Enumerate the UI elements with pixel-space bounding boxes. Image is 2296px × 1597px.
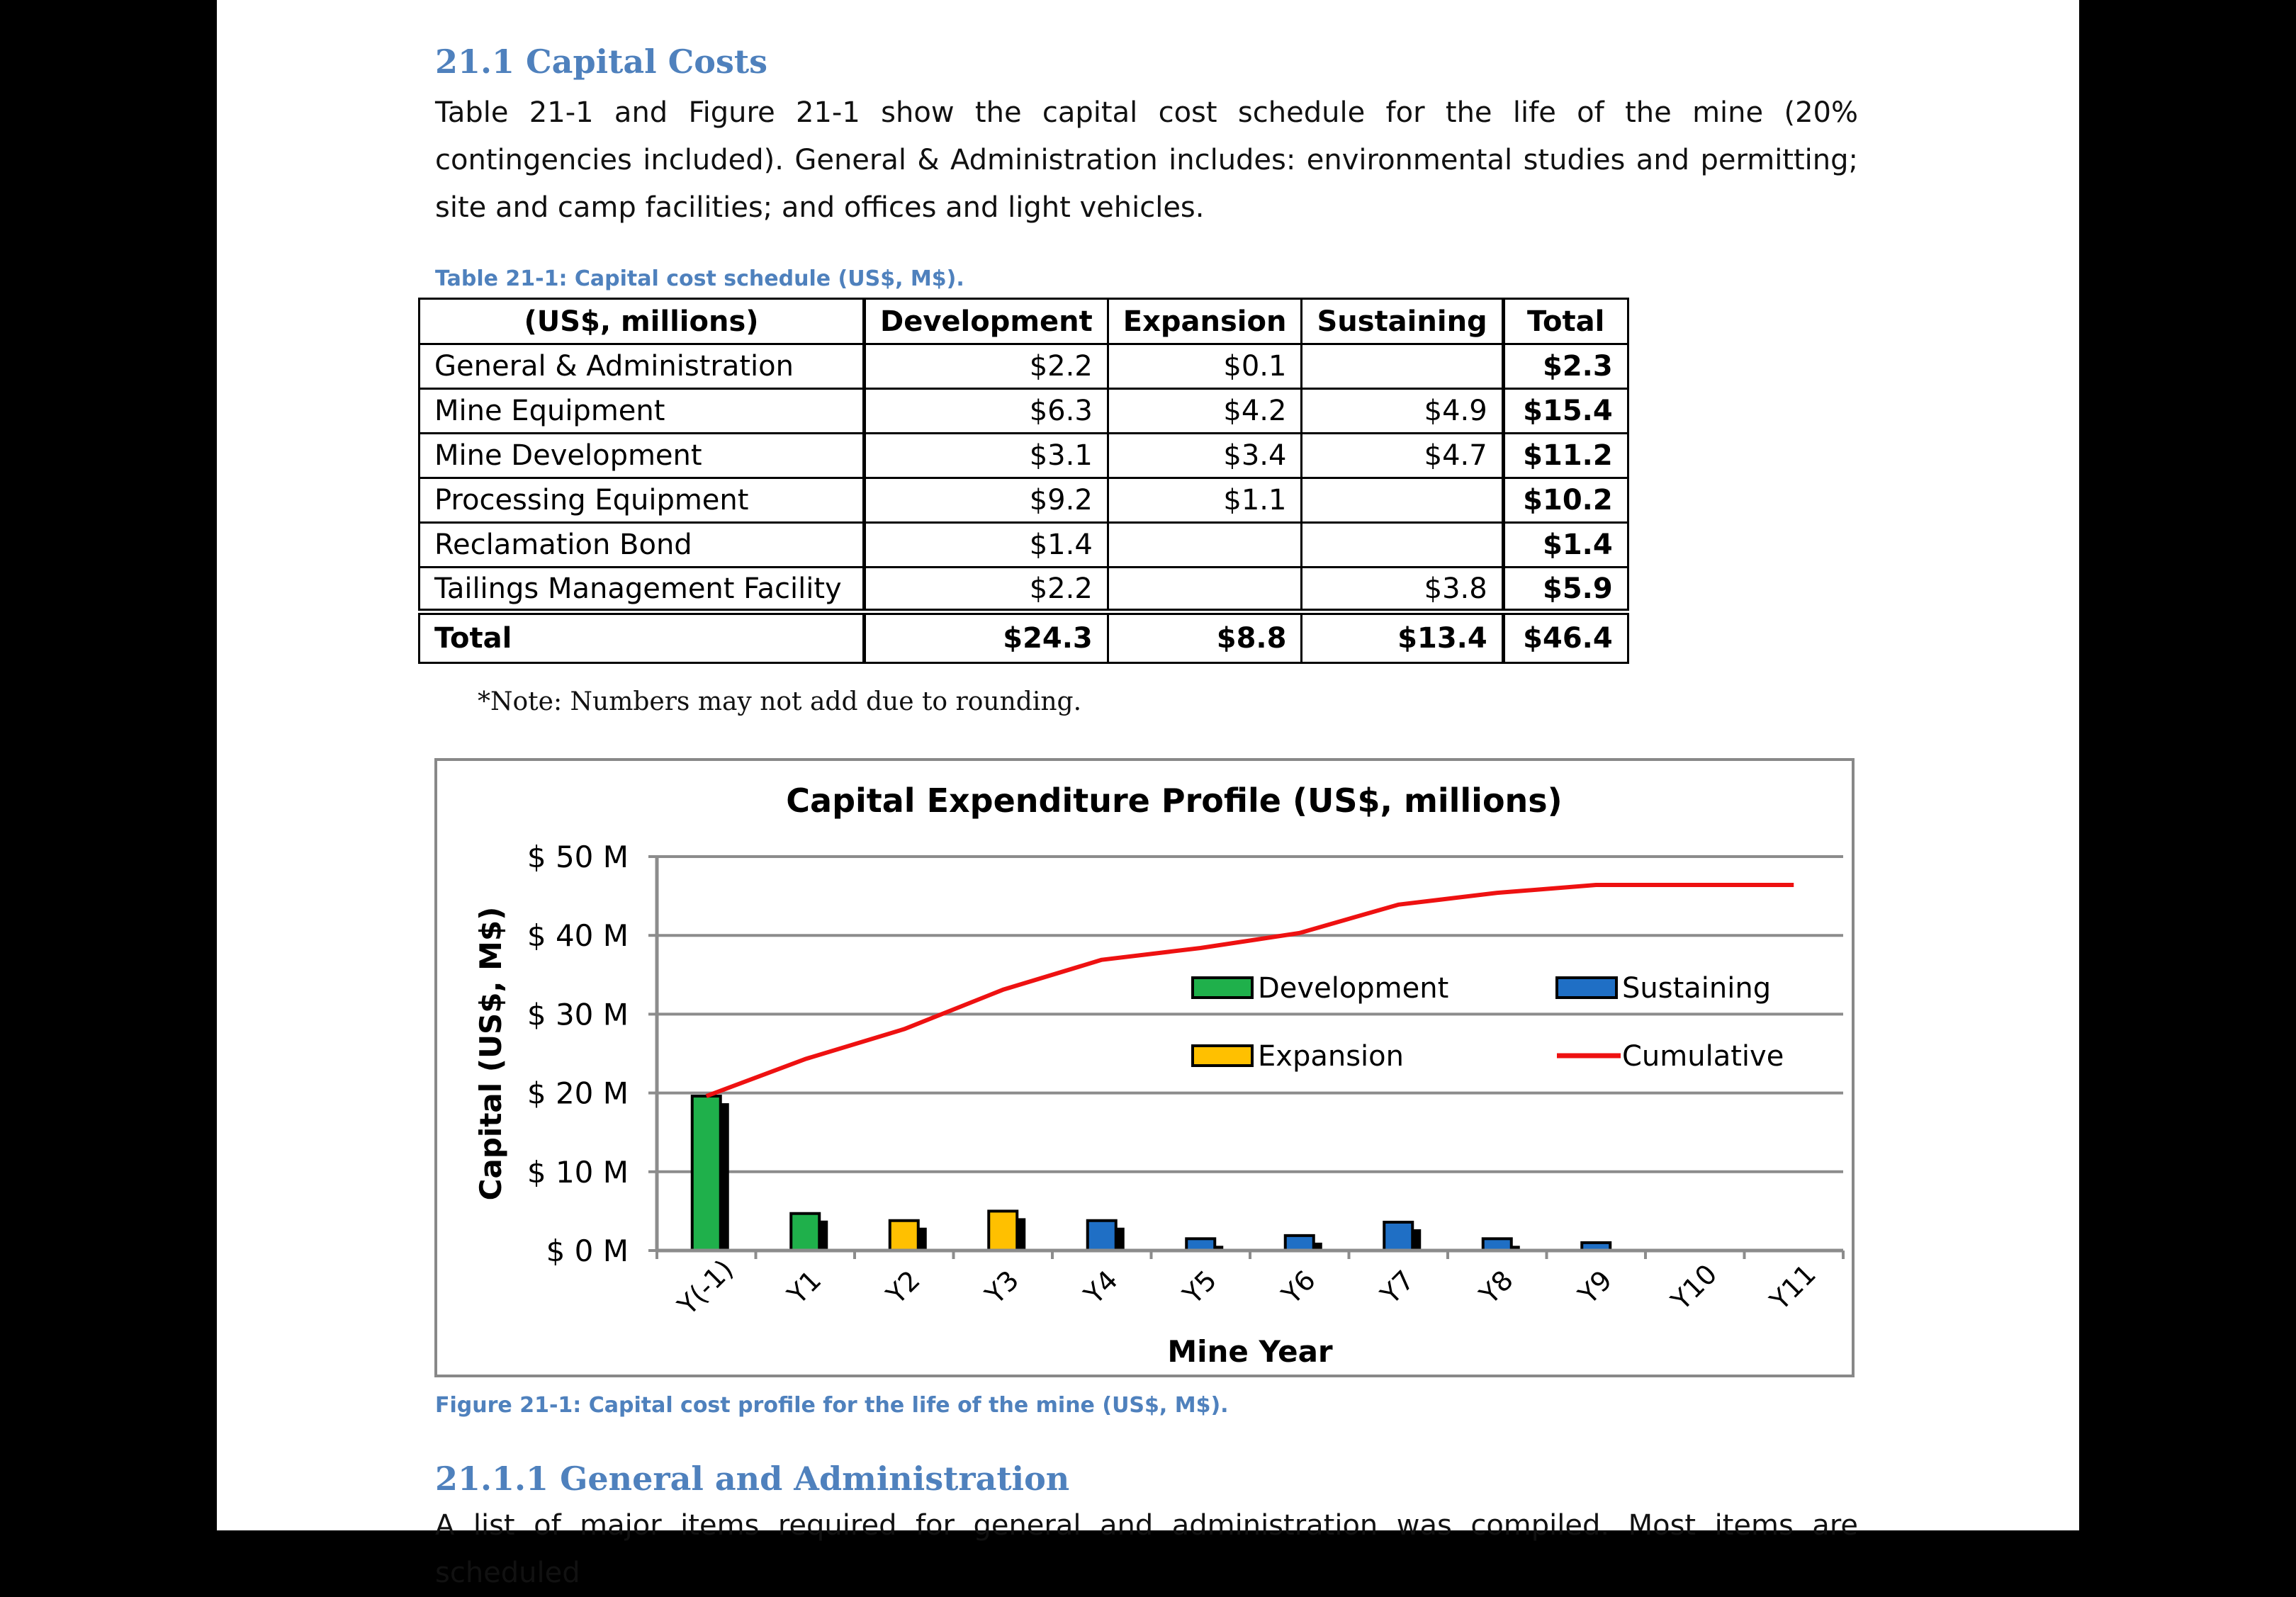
x-tick-label: Y8 [1473, 1264, 1519, 1311]
table-cell [1302, 344, 1503, 389]
table-cell: $46.4 [1503, 612, 1628, 663]
legend-label: Cumulative [1622, 1040, 1784, 1073]
x-tick-label: Y1 [781, 1264, 828, 1311]
x-tick-label: Y7 [1374, 1264, 1421, 1311]
table-cell: $5.9 [1503, 568, 1628, 612]
table-caption: Table 21-1: Capital cost schedule (US$, M$). [435, 266, 964, 291]
table-header-cell: Sustaining [1302, 299, 1503, 344]
table-cell: $24.3 [865, 612, 1108, 663]
x-tick-label: Y3 [979, 1264, 1025, 1311]
table-cell: $2.3 [1503, 344, 1628, 389]
legend-swatch-development [1193, 978, 1252, 998]
section-heading: 21.1 Capital Costs [435, 43, 767, 81]
x-tick-label: Y11 [1764, 1258, 1822, 1316]
x-tick-label: Y6 [1276, 1264, 1322, 1311]
capital-cost-table [418, 298, 1629, 664]
bar-marks [692, 1096, 1619, 1251]
table-cell: Tailings Management Facility [420, 568, 865, 612]
table-cell: $1.4 [865, 523, 1108, 568]
bar-sustaining [1285, 1236, 1314, 1251]
table-cell: $4.2 [1108, 389, 1302, 434]
x-tick-labels [671, 1253, 1822, 1321]
table-cell: Mine Equipment [420, 389, 865, 434]
table-row [420, 478, 1628, 523]
legend-label: Development [1258, 972, 1449, 1005]
bar-sustaining [1483, 1238, 1512, 1251]
table-cell: Total [420, 612, 865, 663]
table-cell [1108, 568, 1302, 612]
bar-sustaining [1186, 1238, 1215, 1251]
table-cell: $6.3 [865, 389, 1108, 434]
bar-expansion [890, 1221, 918, 1251]
legend-swatch-sustaining [1557, 978, 1616, 998]
table-row [420, 568, 1628, 612]
legend-label: Expansion [1258, 1040, 1404, 1073]
y-tick-label: $ 10 M [527, 1154, 629, 1190]
y-tick-label: $ 30 M [527, 997, 629, 1032]
x-tick-label: Y2 [880, 1264, 926, 1311]
table-cell [1302, 523, 1503, 568]
table-cell: $0.1 [1108, 344, 1302, 389]
legend-label: Sustaining [1622, 972, 1772, 1005]
y-tick-labels [527, 840, 629, 1268]
table-cell: $15.4 [1503, 389, 1628, 434]
table-cell: Processing Equipment [420, 478, 865, 523]
y-tick-label: $ 40 M [527, 918, 629, 954]
table-row [420, 389, 1628, 434]
table-cell: $13.4 [1302, 612, 1503, 663]
y-tick-label: $ 50 M [527, 840, 629, 874]
table-row [420, 344, 1628, 389]
table-header-cell: (US$, millions) [420, 299, 865, 344]
capex-chart [437, 761, 1852, 1375]
bar-sustaining [1384, 1222, 1412, 1251]
table-cell: $3.8 [1302, 568, 1503, 612]
table-cell: $1.1 [1108, 478, 1302, 523]
table-cell: $1.4 [1503, 523, 1628, 568]
chart-frame [434, 758, 1855, 1377]
table-header-cell: Development [865, 299, 1108, 344]
table-cell: $11.2 [1503, 434, 1628, 478]
table-cell [1302, 478, 1503, 523]
subsection-heading: 21.1.1 General and Administration [435, 1460, 1070, 1498]
table-cell [1108, 523, 1302, 568]
chart-legend [1193, 972, 1784, 1073]
bar-sustaining [1088, 1221, 1116, 1251]
table-cell: $4.7 [1302, 434, 1503, 478]
table-header-cell: Expansion [1108, 299, 1302, 344]
x-tick-label: Y(-1) [671, 1253, 740, 1321]
bar-expansion [989, 1211, 1017, 1251]
table-total-row [420, 612, 1628, 663]
table-cell: $3.1 [865, 434, 1108, 478]
x-axis-label: Mine Year [1167, 1334, 1333, 1369]
table-cell: $10.2 [1503, 478, 1628, 523]
table-row [420, 523, 1628, 568]
table-cell: $4.9 [1302, 389, 1503, 434]
document-page [217, 0, 2079, 1589]
table-header-row [420, 299, 1628, 344]
figure-caption: Figure 21-1: Capital cost profile for the life of the mine (US$, M$). [435, 1393, 1229, 1418]
table-cell: $8.8 [1108, 612, 1302, 663]
x-tick-label: Y10 [1665, 1258, 1723, 1316]
table-cell: $2.2 [865, 344, 1108, 389]
table-header-cell: Total [1503, 299, 1628, 344]
table-cell: Reclamation Bond [420, 523, 865, 568]
x-tick-label: Y9 [1572, 1264, 1619, 1311]
y-tick-label: $ 0 M [546, 1234, 629, 1268]
y-tick-label: $ 20 M [527, 1076, 629, 1111]
table-note: *Note: Numbers may not add due to rounding. [478, 687, 1082, 716]
bar-development [791, 1214, 819, 1251]
table-cell: $3.4 [1108, 434, 1302, 478]
table-cell: $2.2 [865, 568, 1108, 612]
table-cell: General & Administration [420, 344, 865, 389]
x-tick-label: Y4 [1078, 1264, 1124, 1311]
legend-swatch-expansion [1193, 1046, 1252, 1066]
table-row [420, 434, 1628, 478]
y-axis-label: Capital (US$, M$) [473, 906, 508, 1201]
table-cell: Mine Development [420, 434, 865, 478]
subsection-intro-paragraph: A list of major items required for general and administration was compiled. Most items are scheduled [435, 1509, 1858, 1589]
x-tick-label: Y5 [1176, 1264, 1223, 1311]
bar-development [692, 1096, 721, 1251]
section-intro-paragraph: Table 21-1 and Figure 21-1 show the capital cost schedule for the life of the mine (20% contingencies included). General & Administration includes: environmental studies and permitting; site and camp facilities; and offices and light vehicles. [435, 96, 1858, 224]
table-cell: $9.2 [865, 478, 1108, 523]
chart-title: Capital Expenditure Profile (US$, millions) [786, 781, 1563, 820]
